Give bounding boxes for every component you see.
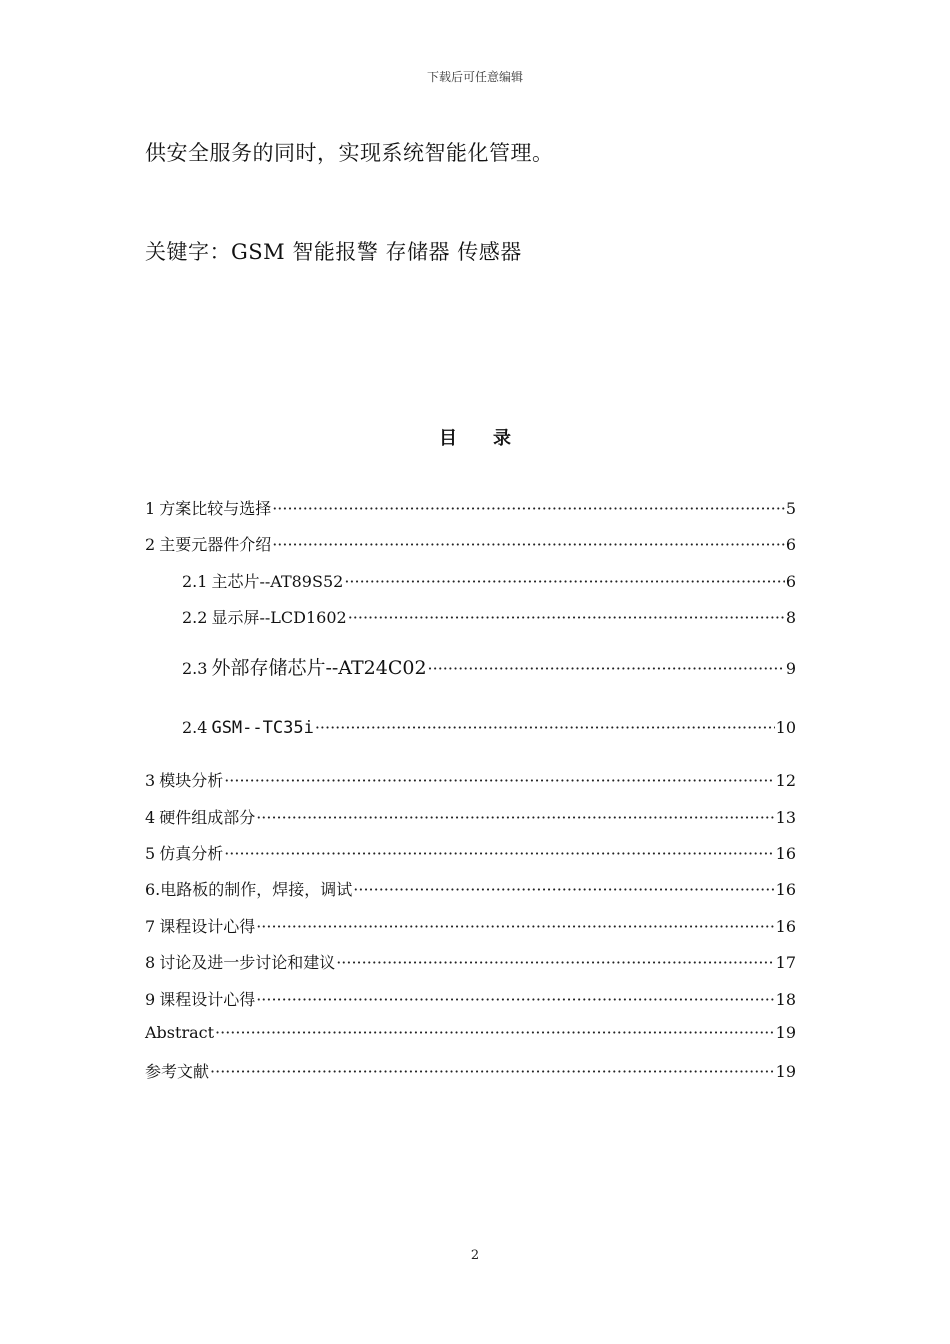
toc-entry-page: 17 [775, 953, 796, 972]
toc-leader-dots [336, 953, 774, 972]
toc-entry[interactable] [182, 569, 796, 592]
toc-leader-dots [256, 990, 774, 1009]
toc-entry-page: 5 [785, 499, 796, 518]
toc-entry-page: 19 [775, 1062, 796, 1081]
toc-entry[interactable] [182, 718, 796, 738]
toc-entry-page: 9 [785, 659, 796, 678]
toc-entry-number: 2.3 [182, 659, 208, 678]
toc-leader-dots [348, 608, 785, 627]
toc-entry[interactable] [145, 950, 796, 973]
toc-entry[interactable] [182, 653, 796, 680]
toc-entry-title: 电路板的制作，焊接，调试 [160, 880, 353, 899]
toc-entry-title: 模块分析 [159, 771, 224, 790]
toc-entry-title: 讨论及进一步讨论和建议 [159, 953, 336, 972]
toc-entry-number: 6. [145, 880, 161, 899]
toc-entry-page: 6 [785, 535, 796, 554]
toc-entry-title: 课程设计心得 [159, 990, 256, 1009]
toc-leader-dots [210, 1062, 775, 1081]
toc-entry-page: 16 [775, 880, 796, 899]
toc-entry[interactable] [145, 1059, 796, 1082]
toc-entry[interactable] [145, 914, 796, 937]
toc-entry-page: 8 [785, 608, 796, 627]
toc-entry[interactable] [145, 877, 796, 900]
page-number: 2 [470, 1248, 480, 1263]
toc-entry-page: 19 [775, 1023, 796, 1042]
page-header: 下载后可任意编辑 [426, 70, 523, 84]
toc-title: 目录 [439, 428, 547, 449]
toc-entry-title: 参考文献 [145, 1062, 210, 1081]
toc-leader-dots [353, 880, 774, 899]
toc-leader-dots [428, 659, 785, 678]
toc-leader-dots [256, 917, 774, 936]
toc-entry-number: 4 [145, 808, 156, 827]
toc-entry-page: 12 [775, 771, 796, 790]
toc-entry-number: 3 [145, 771, 156, 790]
toc-leader-dots [215, 1023, 775, 1042]
toc-entry-number: 2.4 [182, 718, 208, 737]
toc-leader-dots [272, 535, 785, 554]
toc-entry[interactable] [145, 1023, 796, 1042]
toc-leader-dots [256, 808, 774, 827]
toc-leader-dots [224, 844, 774, 863]
toc-entry-title: 方案比较与选择 [159, 499, 272, 518]
toc-entry-page: 13 [775, 808, 796, 827]
toc-entry[interactable] [145, 496, 796, 519]
toc-entry-title: 仿真分析 [159, 844, 224, 863]
toc-entry-title: 显示屏--LCD1602 [211, 608, 347, 627]
keywords-line: 关键字：GSM 智能报警 存储器 传感器 [145, 240, 522, 264]
toc-entry-page: 18 [775, 990, 796, 1009]
toc-entry[interactable] [145, 987, 796, 1010]
toc-entry-number: 2.2 [182, 608, 208, 627]
toc-entry-number: 1 [145, 499, 156, 518]
toc-entry-number: 5 [145, 844, 156, 863]
toc-entry-number: 9 [145, 990, 156, 1009]
toc-entry-page: 10 [775, 718, 796, 737]
toc-leader-dots [344, 572, 785, 591]
toc-leader-dots [272, 499, 785, 518]
toc-leader-dots [315, 718, 775, 737]
toc-entry-page: 6 [785, 572, 796, 591]
toc-entry[interactable] [145, 805, 796, 828]
toc-entry[interactable] [145, 841, 796, 864]
toc-entry-number: 2 [145, 535, 156, 554]
toc-entry[interactable] [145, 532, 796, 555]
toc-entry-number: 2.1 [182, 572, 208, 591]
body-paragraph: 供安全服务的同时，实现系统智能化管理。 [145, 141, 554, 165]
toc-entry-title: 硬件组成部分 [159, 808, 256, 827]
toc-entry[interactable] [145, 768, 796, 791]
toc-entry-title: GSM--TC35i [211, 718, 314, 738]
toc-leader-dots [224, 771, 774, 790]
toc-entry-title: 主芯片--AT89S52 [211, 572, 344, 591]
toc-entry[interactable] [182, 605, 796, 628]
toc-entry-title: Abstract [145, 1023, 215, 1042]
toc-entry-page: 16 [775, 844, 796, 863]
toc-entry-title: 外部存储芯片--AT24C02 [211, 657, 427, 679]
toc-entry-page: 16 [775, 917, 796, 936]
toc-entry-title: 主要元器件介绍 [159, 535, 272, 554]
toc-entry-number: 8 [145, 953, 156, 972]
toc-entry-number: 7 [145, 917, 156, 936]
toc-entry-title: 课程设计心得 [159, 917, 256, 936]
